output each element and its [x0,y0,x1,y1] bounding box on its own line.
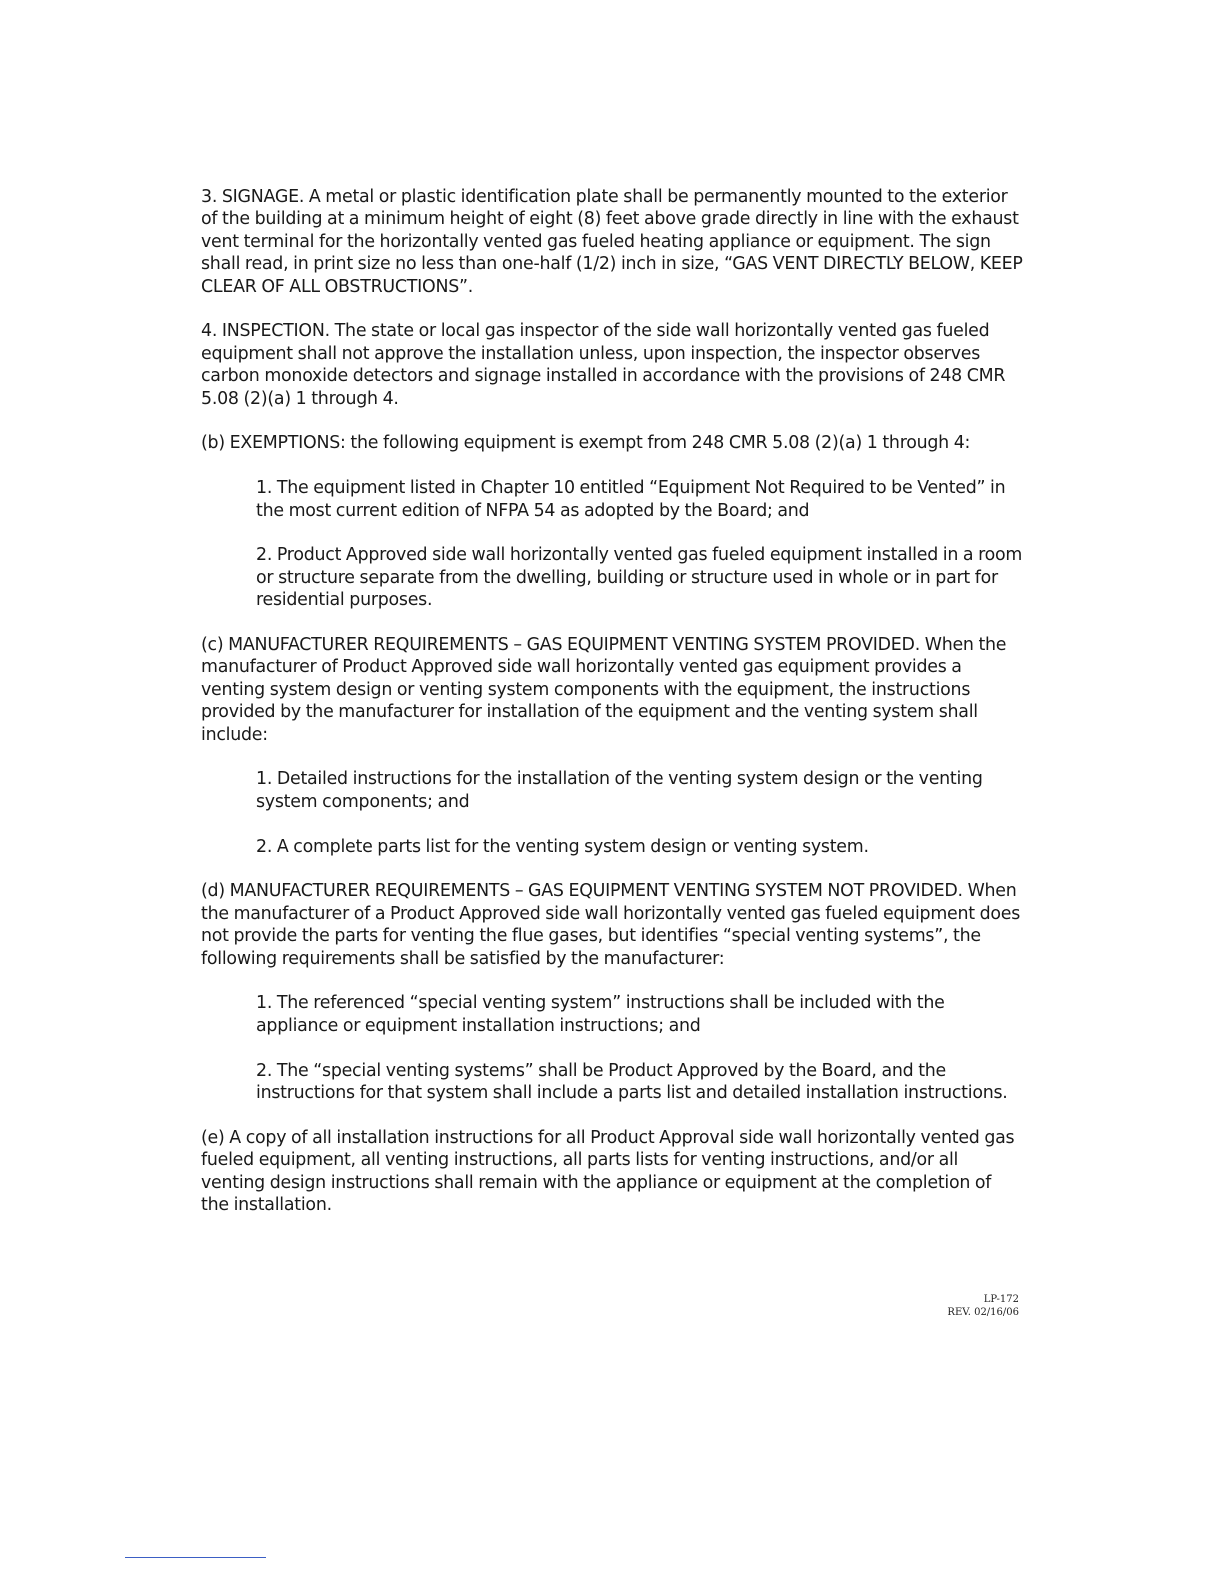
paragraph-installation-copy: (e) A copy of all installation instructions for all Product Approval side wall horizontally vented gas fueled equipment, all venting instructions, all parts lists for venting instructions, and/or all venting design instructions shall remain with the appliance or equipment at the completion of the installation. [201,1127,1015,1216]
form-number: LP-172 [983,1294,1019,1305]
venting-not-provided-item-2: 2. The “special venting systems” shall be Product Approved by the Board, and the instructions for that system shall include a parts list and detailed installation instructions. [256,1060,1008,1104]
page-footer [947,1293,1019,1319]
venting-provided-item-2: 2. A complete parts list for the venting system design or venting system. [256,836,869,857]
paragraph-signage: 3. SIGNAGE. A metal or plastic identification plate shall be permanently mounted to the exterior of the building at a minimum height of eight (8) feet above grade directly in line with the exhaust vent terminal for the horizontally vented gas fueled heating appliance or equipment. The sign shall read, in print size no less than one-half (1/2) inch in size, “GAS VENT DIRECTLY BELOW, KEEP CLEAR OF ALL OBSTRUCTIONS”. [201,187,1023,297]
paragraph-venting-provided: (c) MANUFACTURER REQUIREMENTS – GAS EQUIPMENT VENTING SYSTEM PROVIDED. When the manufacturer of Product Approved side wall horizontally vented gas equipment provides a venting system design or venting system components with the equipment, the instructions provided by the manufacturer for installation of the equipment and the venting system shall include: [201,635,1007,745]
exemption-item-2: 2. Product Approved side wall horizontally vented gas fueled equipment installed in a room or structure separate from the dwelling, building or structure used in whole or in part for residential purposes. [256,545,1023,611]
exemption-item-1: 1. The equipment listed in Chapter 10 entitled “Equipment Not Required to be Vented” in the most current edition of NFPA 54 as adopted by the Board; and [256,478,1006,521]
body-text [201,186,1023,1239]
venting-not-provided-item-1: 1. The referenced “special venting system” instructions shall be included with the appliance or equipment installation instructions; and [256,993,945,1036]
paragraph-inspection: 4. INSPECTION. The state or local gas inspector of the side wall horizontally vented gas fueled equipment shall not approve the installation unless, upon inspection, the inspector observes carbon monoxide detectors and signage installed in accordance with the provisions of 248 CMR 5.08 (2)(a) 1 through 4. [201,321,1006,409]
paragraph-exemptions: (b) EXEMPTIONS: the following equipment is exempt from 248 CMR 5.08 (2)(a) 1 through 4: [201,433,971,454]
revision-date: REV. 02/16/06 [947,1307,1019,1318]
paragraph-venting-not-provided: (d) MANUFACTURER REQUIREMENTS – GAS EQUIPMENT VENTING SYSTEM NOT PROVIDED. When the manufacturer of a Product Approved side wall horizontally vented gas fueled equipment does not provide the parts for venting the flue gases, but identifies “special venting systems”, the following requirements shall be satisfied by the manufacturer: [201,881,1021,969]
footnote-divider [125,1557,266,1558]
venting-provided-item-1: 1. Detailed instructions for the installation of the venting system design or the venting system components; and [256,769,983,812]
